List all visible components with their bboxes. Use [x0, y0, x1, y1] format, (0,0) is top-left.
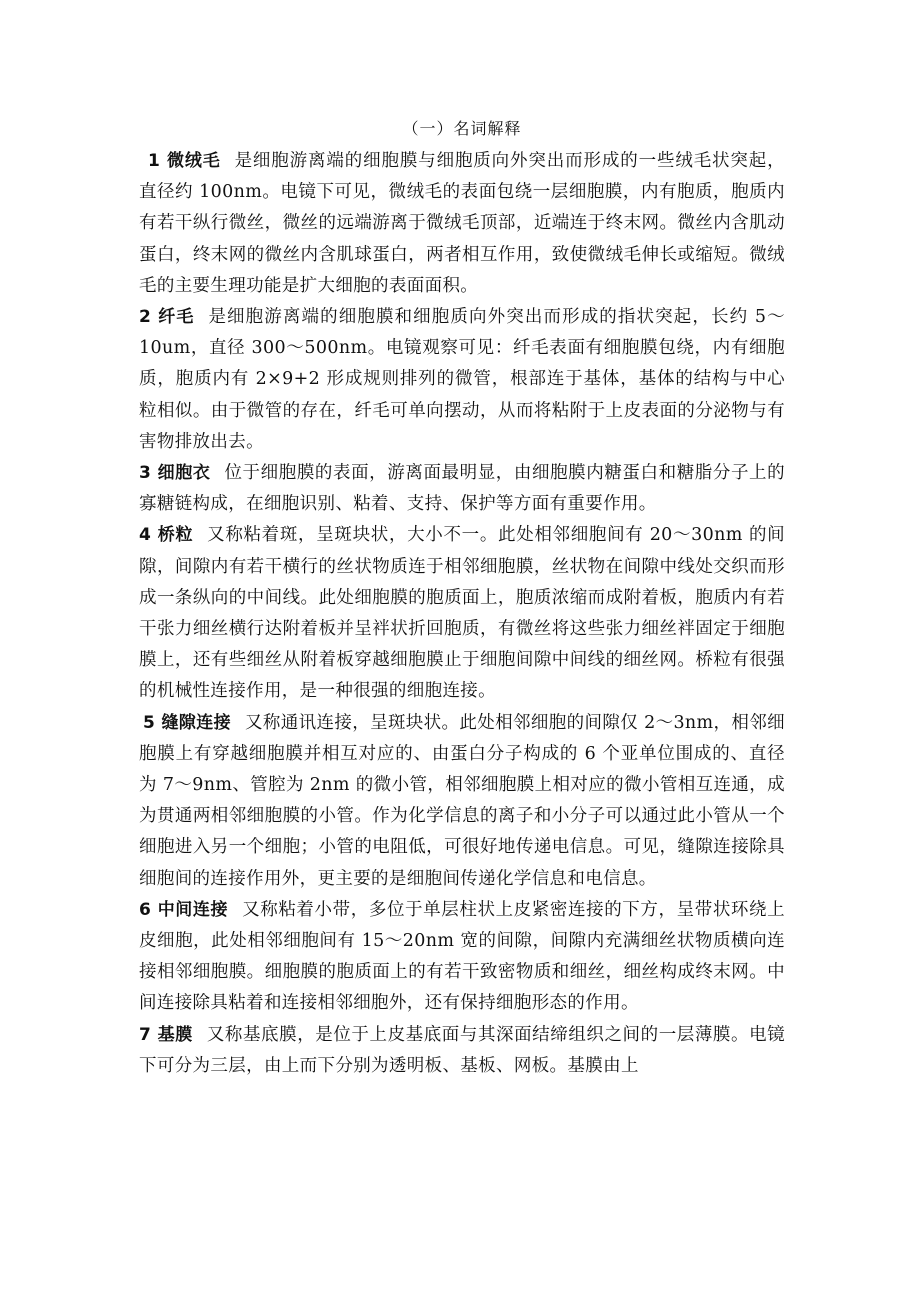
- definition-text: 又称粘着小带，多位于单层柱状上皮紧密连接的下方，呈带状环绕上皮细胞，此处相邻细胞间有 15～20nm 宽的间隙，间隙内充满细丝状物质横向连接相邻细胞膜。细胞膜的胞质面上的有若干致密物质和细丝，细丝构成终末网。中间连接除具粘着和连接相邻细胞外，还有保持细胞形态的作用。: [139, 899, 785, 1014]
- definition-entry: [139, 458, 785, 520]
- definition-text: 是细胞游离端的细胞膜和细胞质向外突出而形成的指状突起，长约 5～10um，直径 300～500nm。电镜观察可见：纤毛表面有细胞膜包绕，内有细胞质，胞质内有 2×9+2 形成规则排列的微管，根部连于基体，基体的结构与中心粒相似。由于微管的存在，纤毛可单向摆动，从而将粘附于上皮表面的分泌物与有害物排放出去。: [139, 307, 785, 452]
- definition-term: 4 桥粒: [139, 525, 194, 546]
- definition-text: 又称粘着斑，呈斑块状，大小不一。此处相邻细胞间有 20～30nm 的间隙，间隙内有若干横行的丝状物质连于相邻细胞膜，丝状物在间隙中线处交织而形成一条纵向的中间线。此处细胞膜的胞质面上，胞质浓缩而成附着板，胞质内有若干张力细丝横行达附着板并呈袢状折回胞质，有微丝将这些张力细丝袢固定于细胞膜上，还有些细丝从附着板穿越细胞膜止于细胞间隙中间线的细丝网。桥粒有很强的机械性连接作用，是一种很强的细胞连接。: [139, 525, 785, 702]
- definition-text: 位于细胞膜的表面，游离面最明显，由细胞膜内糖蛋白和糖脂分子上的寡糖链构成，在细胞识别、粘着、支持、保护等方面有重要作用。: [139, 463, 785, 515]
- document-page: [139, 114, 785, 1082]
- definition-entry: [139, 520, 785, 707]
- definition-entry: [139, 1020, 785, 1082]
- definition-term: 2 纤毛: [139, 307, 195, 328]
- definition-text: 又称通讯连接，呈斑块状。此处相邻细胞的间隙仅 2～3nm，相邻细胞膜上有穿越细胞膜并相互对应的、由蛋白分子构成的 6 个亚单位围成的、直径为 7～9nm、管腔为 2nm 的微小管，相邻细胞膜上相对应的微小管相互连通，成为贯通两相邻细胞膜的小管。作为化学信息的离子和小分子可以通过此小管从一个细胞进入另一个细胞；小管的电阻低，可很好地传递电信息。可见，缝隙连接除具细胞间的连接作用外，更主要的是细胞间传递化学信息和电信息。: [139, 712, 785, 889]
- definition-text: 又称基底膜，是位于上皮基底面与其深面结缔组织之间的一层薄膜。电镜下可分为三层，由上而下分别为透明板、基板、网板。基膜由上: [139, 1024, 785, 1076]
- definition-text: 是细胞游离端的细胞膜与细胞质向外突出而形成的一些绒毛状突起，直径约 100nm。电镜下可见，微绒毛的表面包绕一层细胞膜，内有胞质，胞质内有若干纵行微丝，微丝的远端游离于微绒毛顶部，近端连于终末网。微丝内含肌动蛋白，终末网的微丝内含肌球蛋白，两者相互作用，致使微绒毛伸长或缩短。微绒毛的主要生理功能是扩大细胞的表面面积。: [139, 151, 785, 296]
- definition-term: 6 中间连接: [139, 899, 229, 920]
- definition-entry: [139, 708, 785, 895]
- definition-term: 1 微绒毛: [148, 151, 221, 171]
- definition-entry: [139, 146, 785, 302]
- definition-entry: [139, 302, 785, 458]
- definition-term: 7 基膜: [139, 1024, 193, 1045]
- definition-entry: [139, 895, 785, 1020]
- section-heading: （一）名词解释: [402, 119, 522, 138]
- definition-term: 3 细胞衣: [139, 463, 211, 484]
- definition-term: 5 缝隙连接: [143, 712, 231, 733]
